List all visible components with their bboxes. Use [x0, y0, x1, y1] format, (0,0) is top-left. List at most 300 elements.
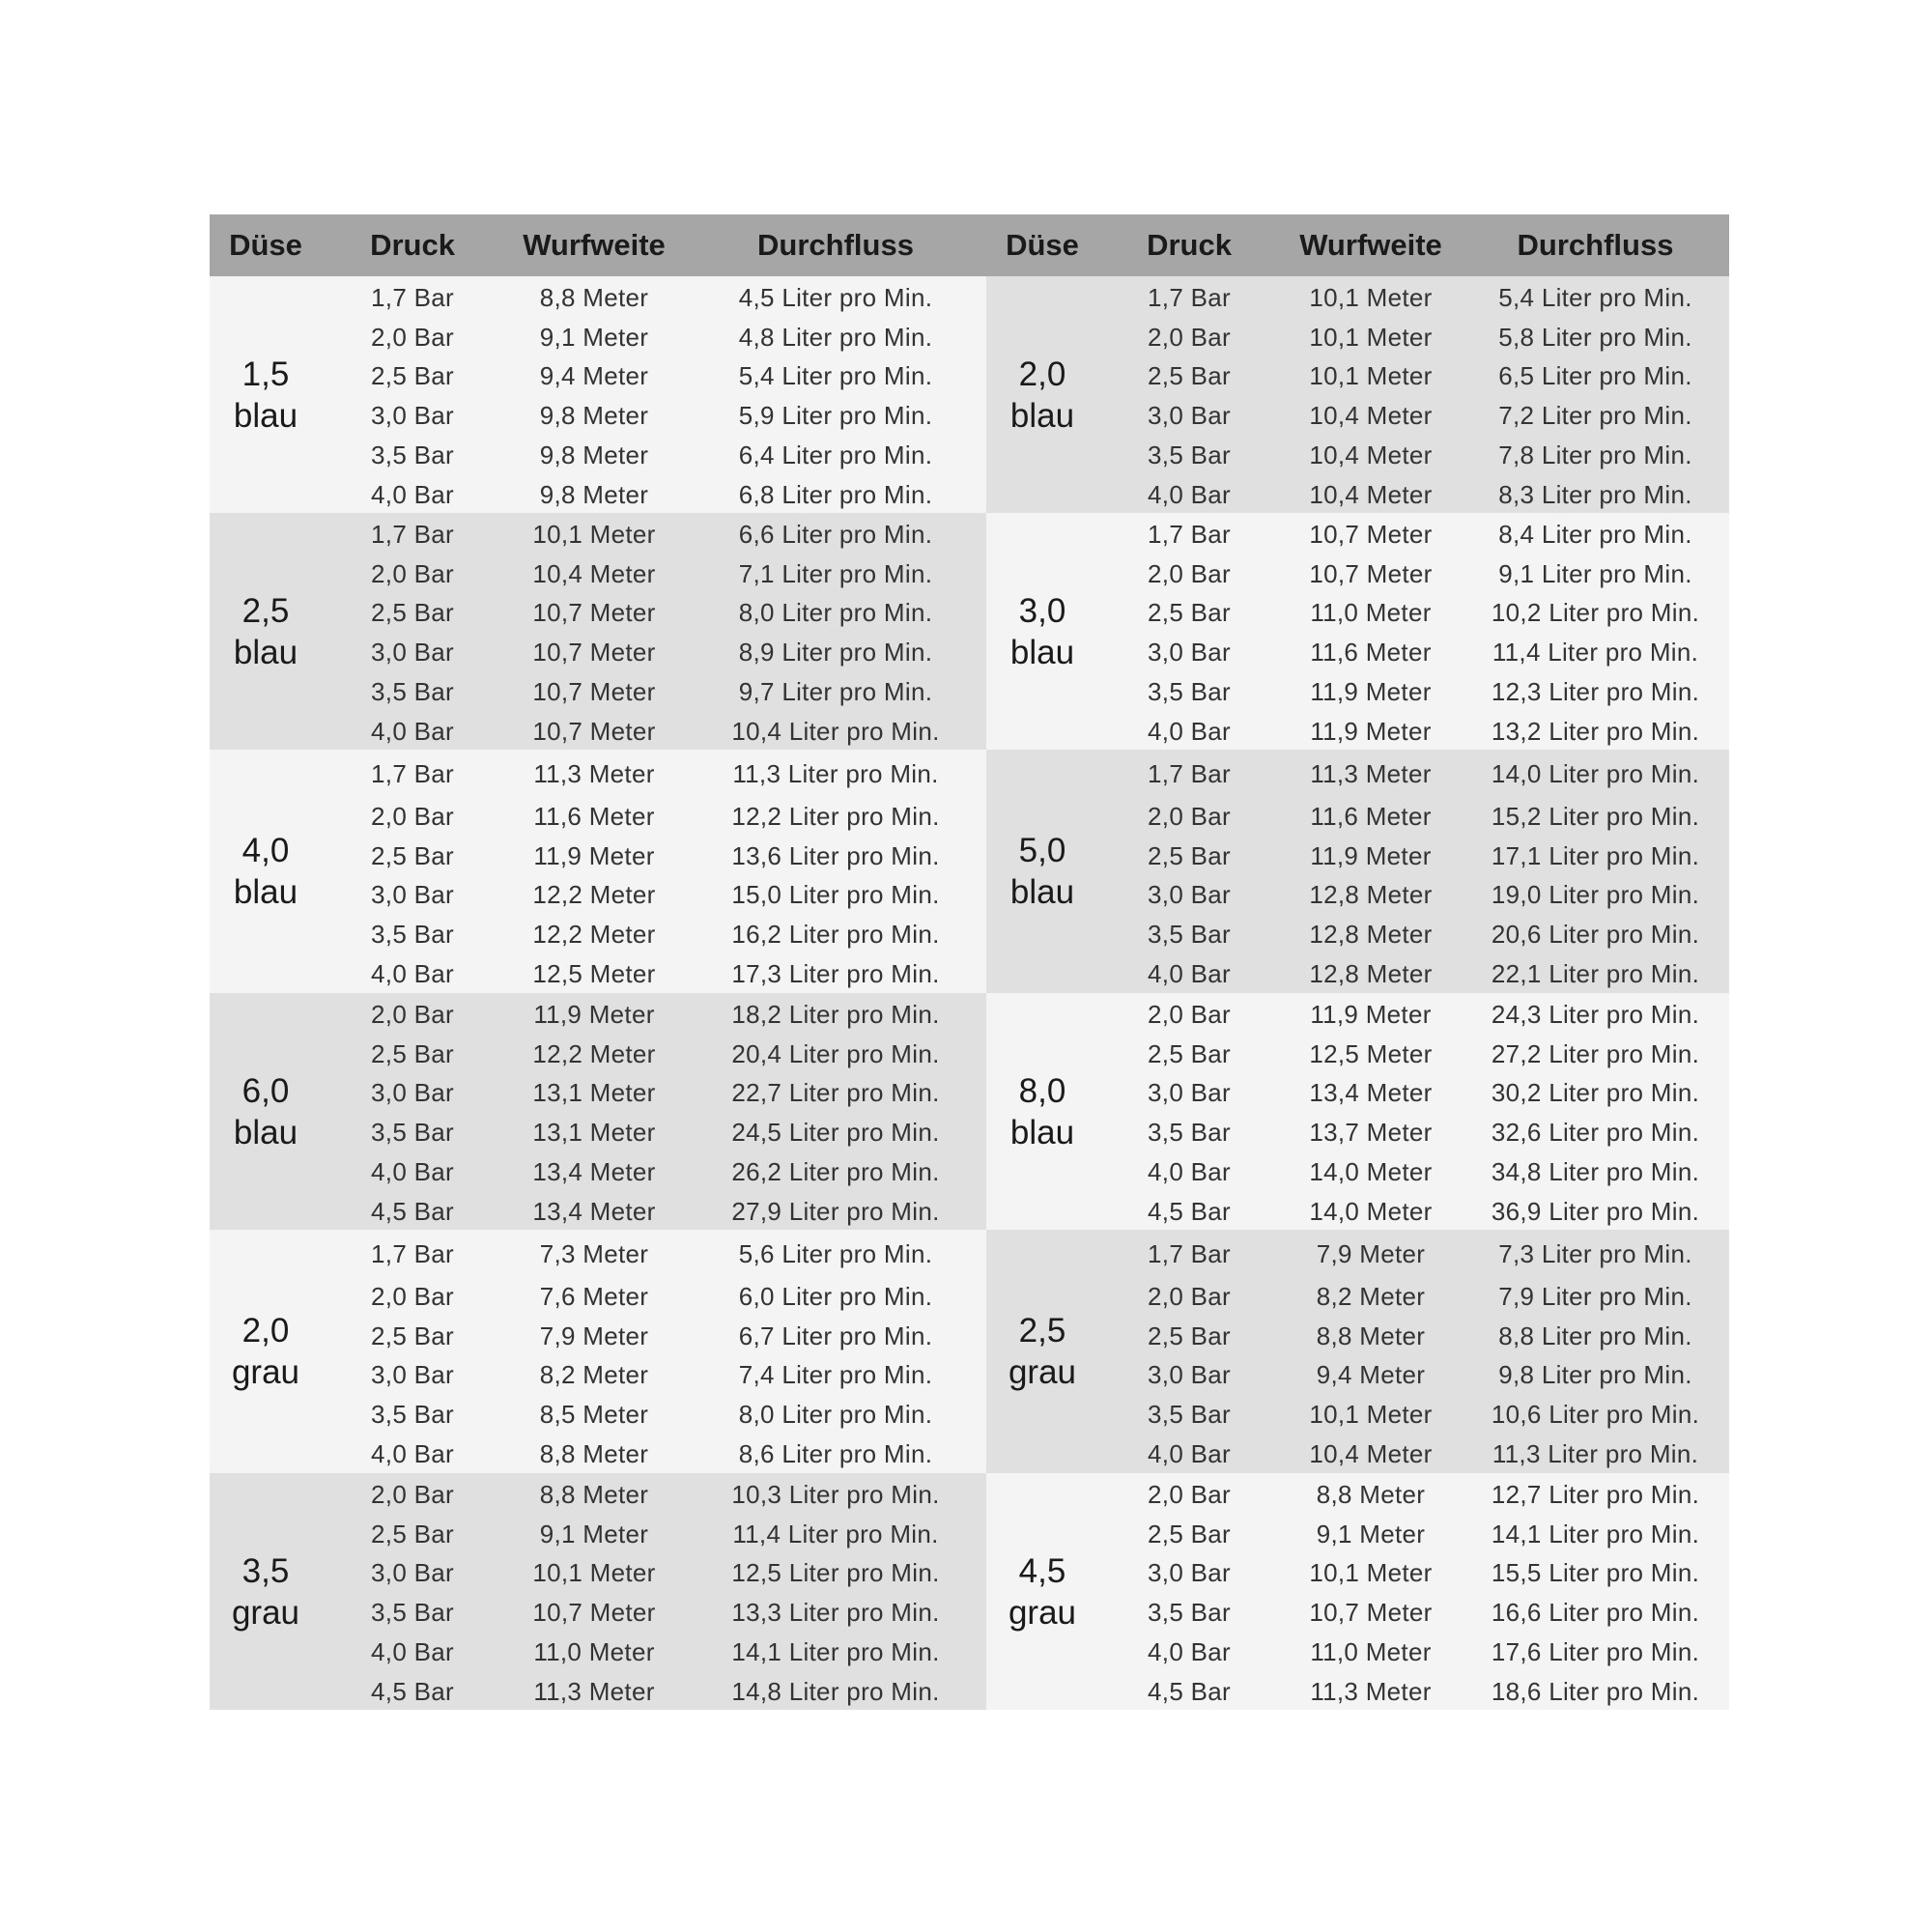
nozzle-group-row [210, 1230, 1729, 1473]
range-cell: 10,1 Meter [1309, 361, 1433, 391]
flow-cell: 11,4 Liter pro Min. [1492, 638, 1699, 668]
flow-cell: 36,9 Liter pro Min. [1491, 1196, 1700, 1226]
pressure-cell: 3,0 Bar [371, 638, 454, 668]
pressure-cell: 3,5 Bar [1148, 1598, 1231, 1628]
table-row [322, 475, 986, 515]
nozzle-group-row [210, 993, 1729, 1230]
pressure-cell: 2,5 Bar [1148, 361, 1231, 391]
flow-cell: 7,2 Liter pro Min. [1498, 401, 1692, 431]
range-cell: 10,4 Meter [1309, 401, 1433, 431]
range-cell: 11,9 Meter [533, 840, 655, 870]
range-cell: 11,6 Meter [533, 801, 655, 831]
nozzle-block [210, 993, 986, 1230]
pressure-cell: 2,5 Bar [1148, 1321, 1231, 1350]
range-cell: 12,5 Meter [1309, 1038, 1433, 1068]
flow-cell: 7,4 Liter pro Min. [738, 1360, 933, 1390]
table-row [1098, 1035, 1729, 1074]
pressure-cell: 1,7 Bar [1148, 759, 1231, 788]
nozzle-label [986, 276, 1098, 513]
pressure-cell: 2,5 Bar [1148, 1038, 1231, 1068]
nozzle-block [986, 993, 1729, 1230]
range-cell: 7,9 Meter [1316, 1239, 1426, 1268]
flow-cell: 22,7 Liter pro Min. [731, 1078, 940, 1108]
range-cell: 10,1 Meter [1309, 1400, 1433, 1430]
nozzle-label [210, 1230, 322, 1473]
range-cell: 10,7 Meter [1309, 558, 1433, 588]
range-cell: 11,3 Meter [533, 759, 655, 788]
range-cell: 10,4 Meter [532, 558, 656, 588]
flow-cell: 13,6 Liter pro Min. [731, 840, 940, 870]
range-cell: 11,9 Meter [533, 999, 655, 1029]
flow-cell: 5,6 Liter pro Min. [738, 1239, 933, 1268]
table-row [1098, 712, 1729, 752]
flow-cell: 7,1 Liter pro Min. [738, 558, 933, 588]
pressure-cell: 4,0 Bar [371, 959, 454, 989]
flow-cell: 4,5 Liter pro Min. [738, 282, 933, 312]
range-cell: 11,6 Meter [1310, 801, 1432, 831]
range-cell: 13,4 Meter [1309, 1078, 1433, 1108]
header-durchfluss-right: Durchfluss [1517, 228, 1674, 262]
nozzle-block [986, 750, 1729, 993]
table-row [1098, 752, 1729, 797]
range-cell: 10,7 Meter [1309, 519, 1433, 549]
flow-cell: 6,5 Liter pro Min. [1498, 361, 1692, 391]
table-row [322, 954, 986, 994]
table-row [322, 436, 986, 475]
pressure-cell: 2,5 Bar [371, 1519, 454, 1548]
range-cell: 10,4 Meter [1309, 440, 1433, 470]
range-cell: 13,7 Meter [1309, 1118, 1433, 1148]
range-cell: 9,8 Meter [539, 401, 649, 431]
pressure-cell: 2,0 Bar [371, 1479, 454, 1509]
table-row [1098, 1633, 1729, 1672]
nozzle-size: 3,5 [242, 1551, 290, 1590]
pressure-cell: 4,0 Bar [1148, 716, 1231, 746]
table-row [322, 1475, 986, 1515]
nozzle-label [986, 750, 1098, 993]
flow-cell: 15,0 Liter pro Min. [731, 880, 940, 910]
table-row [322, 1192, 986, 1232]
range-cell: 8,2 Meter [1316, 1281, 1426, 1311]
pressure-cell: 4,0 Bar [371, 716, 454, 746]
pressure-cell: 2,0 Bar [1148, 1479, 1231, 1509]
pressure-cell: 1,7 Bar [371, 519, 454, 549]
pressure-cell: 3,0 Bar [1148, 1078, 1231, 1108]
table-row [322, 278, 986, 318]
range-cell: 10,4 Meter [1309, 479, 1433, 509]
pressure-cell: 1,7 Bar [1148, 1239, 1231, 1268]
range-cell: 14,0 Meter [1309, 1157, 1433, 1187]
table-row [1098, 1554, 1729, 1594]
pressure-cell: 1,7 Bar [1148, 519, 1231, 549]
table-row [1098, 1074, 1729, 1114]
range-cell: 8,5 Meter [539, 1400, 649, 1430]
pressure-cell: 3,0 Bar [1148, 638, 1231, 668]
flow-cell: 26,2 Liter pro Min. [731, 1157, 940, 1187]
flow-cell: 19,0 Liter pro Min. [1491, 880, 1700, 910]
pressure-cell: 4,5 Bar [371, 1676, 454, 1706]
flow-cell: 13,2 Liter pro Min. [1491, 716, 1700, 746]
pressure-cell: 2,0 Bar [1148, 558, 1231, 588]
flow-cell: 9,1 Liter pro Min. [1498, 558, 1692, 588]
pressure-cell: 2,0 Bar [1148, 999, 1231, 1029]
nozzle-color: blau [233, 396, 298, 435]
table-row [1098, 1395, 1729, 1435]
table-row [322, 797, 986, 837]
table-row [1098, 954, 1729, 994]
table-row [322, 1515, 986, 1554]
table-row [322, 712, 986, 752]
flow-cell: 6,4 Liter pro Min. [738, 440, 933, 470]
pressure-cell: 2,0 Bar [371, 1281, 454, 1311]
range-cell: 10,7 Meter [532, 598, 656, 628]
range-cell: 10,7 Meter [532, 716, 656, 746]
header-durchfluss-left: Durchfluss [757, 228, 914, 262]
table-row [1098, 633, 1729, 672]
nozzle-color: grau [1008, 1593, 1077, 1632]
flow-cell: 9,8 Liter pro Min. [1498, 1360, 1692, 1390]
nozzle-size: 8,0 [1018, 1071, 1066, 1110]
nozzle-label [986, 513, 1098, 750]
range-cell: 7,9 Meter [539, 1321, 649, 1350]
pressure-cell: 3,5 Bar [1148, 440, 1231, 470]
pressure-cell: 3,5 Bar [371, 1400, 454, 1430]
table-row [1098, 915, 1729, 954]
range-cell: 10,7 Meter [532, 638, 656, 668]
flow-cell: 4,8 Liter pro Min. [738, 322, 933, 352]
nozzle-size: 2,0 [242, 1312, 290, 1350]
table-row [322, 837, 986, 876]
table-row [1098, 594, 1729, 634]
range-cell: 9,8 Meter [539, 479, 649, 509]
flow-cell: 17,6 Liter pro Min. [1491, 1637, 1700, 1667]
table-row [322, 1277, 986, 1317]
range-cell: 12,5 Meter [532, 959, 656, 989]
flow-cell: 5,8 Liter pro Min. [1498, 322, 1692, 352]
pressure-cell: 1,7 Bar [371, 759, 454, 788]
pressure-cell: 2,0 Bar [1148, 801, 1231, 831]
flow-cell: 6,0 Liter pro Min. [738, 1281, 933, 1311]
range-cell: 9,1 Meter [1316, 1519, 1426, 1548]
range-cell: 9,1 Meter [539, 1519, 649, 1548]
flow-cell: 6,8 Liter pro Min. [738, 479, 933, 509]
nozzle-block [210, 1230, 986, 1473]
flow-cell: 7,3 Liter pro Min. [1498, 1239, 1692, 1268]
flow-cell: 18,6 Liter pro Min. [1491, 1676, 1700, 1706]
nozzle-label [210, 513, 322, 750]
flow-cell: 24,5 Liter pro Min. [731, 1118, 940, 1148]
nozzle-color: blau [1009, 396, 1075, 435]
flow-cell: 17,3 Liter pro Min. [731, 959, 940, 989]
nozzle-table [210, 214, 1729, 1710]
flow-cell: 34,8 Liter pro Min. [1491, 1157, 1700, 1187]
pressure-cell: 4,0 Bar [371, 1439, 454, 1469]
table-row [1098, 278, 1729, 318]
range-cell: 13,1 Meter [532, 1078, 656, 1108]
range-cell: 12,2 Meter [532, 920, 656, 950]
pressure-cell: 3,0 Bar [371, 880, 454, 910]
range-cell: 9,8 Meter [539, 440, 649, 470]
table-row [1098, 672, 1729, 712]
table-row [322, 995, 986, 1035]
nozzle-block [210, 1473, 986, 1710]
pressure-cell: 4,0 Bar [371, 479, 454, 509]
pressure-cell: 3,0 Bar [1148, 1558, 1231, 1588]
range-cell: 12,8 Meter [1309, 880, 1433, 910]
range-cell: 11,9 Meter [1310, 716, 1432, 746]
range-cell: 10,1 Meter [1309, 282, 1433, 312]
nozzle-label [986, 1230, 1098, 1473]
pressure-cell: 4,5 Bar [1148, 1196, 1231, 1226]
flow-cell: 27,9 Liter pro Min. [731, 1196, 940, 1226]
pressure-cell: 2,5 Bar [1148, 1519, 1231, 1548]
range-cell: 8,8 Meter [1316, 1479, 1426, 1509]
flow-cell: 15,2 Liter pro Min. [1491, 801, 1700, 831]
flow-cell: 5,4 Liter pro Min. [1498, 282, 1692, 312]
table-row [322, 1356, 986, 1396]
table-row [322, 1317, 986, 1356]
header-wurfweite-left: Wurfweite [523, 228, 666, 262]
pressure-cell: 3,5 Bar [1148, 1400, 1231, 1430]
nozzle-size: 4,5 [1018, 1551, 1066, 1590]
table-row [1098, 1356, 1729, 1396]
table-row [322, 876, 986, 916]
flow-cell: 27,2 Liter pro Min. [1491, 1038, 1700, 1068]
nozzle-group-row [210, 276, 1729, 513]
flow-cell: 15,5 Liter pro Min. [1491, 1558, 1700, 1588]
range-cell: 13,4 Meter [532, 1157, 656, 1187]
flow-cell: 14,1 Liter pro Min. [731, 1637, 940, 1667]
range-cell: 12,2 Meter [532, 1038, 656, 1068]
pressure-cell: 3,0 Bar [1148, 401, 1231, 431]
range-cell: 9,4 Meter [1316, 1360, 1426, 1390]
nozzle-block [986, 1230, 1729, 1473]
nozzle-color: blau [233, 633, 298, 671]
pressure-cell: 3,0 Bar [371, 1078, 454, 1108]
range-cell: 11,9 Meter [1310, 677, 1432, 707]
pressure-cell: 2,0 Bar [371, 801, 454, 831]
flow-cell: 11,3 Liter pro Min. [1492, 1439, 1699, 1469]
nozzle-block [986, 513, 1729, 750]
flow-cell: 13,3 Liter pro Min. [731, 1598, 940, 1628]
header-duese-left: Düse [229, 228, 302, 262]
pressure-cell: 4,5 Bar [1148, 1676, 1231, 1706]
range-cell: 11,3 Meter [1310, 759, 1432, 788]
flow-cell: 14,8 Liter pro Min. [731, 1676, 940, 1706]
nozzle-size: 3,0 [1018, 591, 1066, 630]
pressure-cell: 1,7 Bar [371, 282, 454, 312]
table-row [1098, 436, 1729, 475]
range-cell: 8,8 Meter [539, 282, 649, 312]
pressure-cell: 4,0 Bar [1148, 1637, 1231, 1667]
flow-cell: 11,4 Liter pro Min. [732, 1519, 939, 1548]
flow-cell: 5,9 Liter pro Min. [738, 401, 933, 431]
range-cell: 11,9 Meter [1310, 999, 1432, 1029]
table-row [1098, 1435, 1729, 1474]
table-row [1098, 1515, 1729, 1554]
pressure-cell: 2,5 Bar [371, 840, 454, 870]
nozzle-label [986, 993, 1098, 1230]
pressure-cell: 2,0 Bar [1148, 322, 1231, 352]
pressure-cell: 2,0 Bar [371, 558, 454, 588]
pressure-cell: 3,5 Bar [371, 440, 454, 470]
flow-cell: 14,1 Liter pro Min. [1491, 1519, 1700, 1548]
range-cell: 12,2 Meter [532, 880, 656, 910]
header-druck-right: Druck [1147, 228, 1232, 262]
flow-cell: 16,6 Liter pro Min. [1491, 1598, 1700, 1628]
nozzle-block [210, 276, 986, 513]
nozzle-group-row [210, 513, 1729, 750]
flow-cell: 6,6 Liter pro Min. [738, 519, 933, 549]
pressure-cell: 2,5 Bar [371, 361, 454, 391]
flow-cell: 8,3 Liter pro Min. [1498, 479, 1692, 509]
flow-cell: 7,8 Liter pro Min. [1498, 440, 1692, 470]
table-row [1098, 1672, 1729, 1712]
pressure-cell: 3,5 Bar [1148, 920, 1231, 950]
nozzle-size: 4,0 [242, 832, 290, 869]
range-cell: 10,7 Meter [1309, 1598, 1433, 1628]
range-cell: 11,0 Meter [1310, 598, 1432, 628]
pressure-cell: 4,0 Bar [371, 1157, 454, 1187]
range-cell: 11,6 Meter [1310, 638, 1432, 668]
pressure-cell: 4,0 Bar [1148, 1157, 1231, 1187]
table-row [322, 1152, 986, 1192]
pressure-cell: 2,5 Bar [371, 1321, 454, 1350]
flow-cell: 8,9 Liter pro Min. [738, 638, 933, 668]
nozzle-group-row [210, 750, 1729, 993]
range-cell: 10,7 Meter [532, 1598, 656, 1628]
pressure-cell: 3,0 Bar [371, 1558, 454, 1588]
pressure-cell: 3,5 Bar [371, 1598, 454, 1628]
nozzle-label [210, 993, 322, 1230]
range-cell: 11,9 Meter [1310, 840, 1432, 870]
range-cell: 9,4 Meter [539, 361, 649, 391]
nozzle-block [986, 1473, 1729, 1710]
pressure-cell: 3,5 Bar [371, 1118, 454, 1148]
flow-cell: 12,2 Liter pro Min. [731, 801, 940, 831]
nozzle-label [210, 276, 322, 513]
header-duese-right: Düse [1006, 228, 1079, 262]
range-cell: 13,1 Meter [532, 1118, 656, 1148]
flow-cell: 20,4 Liter pro Min. [731, 1038, 940, 1068]
table-row [322, 1435, 986, 1474]
nozzle-color: blau [1009, 633, 1075, 671]
pressure-cell: 4,0 Bar [1148, 959, 1231, 989]
table-row [322, 1633, 986, 1672]
range-cell: 10,1 Meter [1309, 322, 1433, 352]
table-row [322, 357, 986, 397]
range-cell: 7,6 Meter [539, 1281, 649, 1311]
pressure-cell: 3,0 Bar [371, 1360, 454, 1390]
table-row [1098, 396, 1729, 436]
flow-cell: 9,7 Liter pro Min. [738, 677, 933, 707]
table-row [322, 1232, 986, 1277]
pressure-cell: 4,0 Bar [371, 1637, 454, 1667]
flow-cell: 20,6 Liter pro Min. [1491, 920, 1700, 950]
table-row [1098, 515, 1729, 554]
range-cell: 11,0 Meter [1310, 1637, 1432, 1667]
table-row [1098, 554, 1729, 594]
flow-cell: 17,1 Liter pro Min. [1491, 840, 1700, 870]
pressure-cell: 3,0 Bar [1148, 880, 1231, 910]
table-row [1098, 995, 1729, 1035]
table-row [322, 633, 986, 672]
header-druck-left: Druck [370, 228, 455, 262]
pressure-cell: 2,0 Bar [371, 999, 454, 1029]
flow-cell: 6,7 Liter pro Min. [738, 1321, 933, 1350]
header-wurfweite-right: Wurfweite [1299, 228, 1442, 262]
table-row [1098, 876, 1729, 916]
nozzle-color: blau [1009, 1113, 1075, 1151]
range-cell: 13,4 Meter [532, 1196, 656, 1226]
table-header [210, 214, 1729, 276]
table-row [322, 672, 986, 712]
flow-cell: 5,4 Liter pro Min. [738, 361, 933, 391]
flow-cell: 30,2 Liter pro Min. [1491, 1078, 1700, 1108]
nozzle-block [210, 750, 986, 993]
table-row [1098, 1192, 1729, 1232]
range-cell: 14,0 Meter [1309, 1196, 1433, 1226]
table-row [322, 554, 986, 594]
nozzle-color: grau [1008, 1353, 1077, 1391]
range-cell: 8,2 Meter [539, 1360, 649, 1390]
nozzle-size: 2,5 [242, 591, 290, 630]
flow-cell: 8,4 Liter pro Min. [1498, 519, 1692, 549]
nozzle-size: 2,5 [1018, 1312, 1066, 1350]
table-row [322, 1593, 986, 1633]
table-row [322, 1035, 986, 1074]
range-cell: 10,1 Meter [1309, 1558, 1433, 1588]
range-cell: 11,3 Meter [1310, 1676, 1432, 1706]
table-row [322, 1672, 986, 1712]
flow-cell: 10,6 Liter pro Min. [1491, 1400, 1700, 1430]
pressure-cell: 2,0 Bar [1148, 1281, 1231, 1311]
flow-cell: 12,7 Liter pro Min. [1491, 1479, 1700, 1509]
range-cell: 9,1 Meter [539, 322, 649, 352]
pressure-cell: 2,5 Bar [1148, 598, 1231, 628]
pressure-cell: 2,5 Bar [371, 598, 454, 628]
flow-cell: 22,1 Liter pro Min. [1491, 959, 1700, 989]
pressure-cell: 2,5 Bar [371, 1038, 454, 1068]
nozzle-size: 6,0 [242, 1071, 290, 1110]
pressure-cell: 3,5 Bar [1148, 677, 1231, 707]
pressure-cell: 3,0 Bar [371, 401, 454, 431]
flow-cell: 7,9 Liter pro Min. [1498, 1281, 1692, 1311]
nozzle-size: 5,0 [1018, 832, 1066, 869]
range-cell: 10,4 Meter [1309, 1439, 1433, 1469]
flow-cell: 8,8 Liter pro Min. [1498, 1321, 1692, 1350]
flow-cell: 8,0 Liter pro Min. [738, 1400, 933, 1430]
nozzle-block [986, 276, 1729, 513]
table-row [1098, 1593, 1729, 1633]
table-row [322, 1554, 986, 1594]
nozzle-label [210, 1473, 322, 1710]
flow-cell: 8,0 Liter pro Min. [738, 598, 933, 628]
table-body [210, 276, 1729, 1710]
nozzle-group-row [210, 1473, 1729, 1710]
table-row [1098, 797, 1729, 837]
nozzle-color: blau [233, 1113, 298, 1151]
table-row [1098, 1475, 1729, 1515]
nozzle-label [986, 1473, 1098, 1710]
pressure-cell: 4,0 Bar [1148, 1439, 1231, 1469]
pressure-cell: 1,7 Bar [371, 1239, 454, 1268]
table-row [322, 1395, 986, 1435]
table-row [1098, 318, 1729, 357]
table-row [322, 752, 986, 797]
table-row [1098, 1317, 1729, 1356]
pressure-cell: 2,0 Bar [371, 322, 454, 352]
